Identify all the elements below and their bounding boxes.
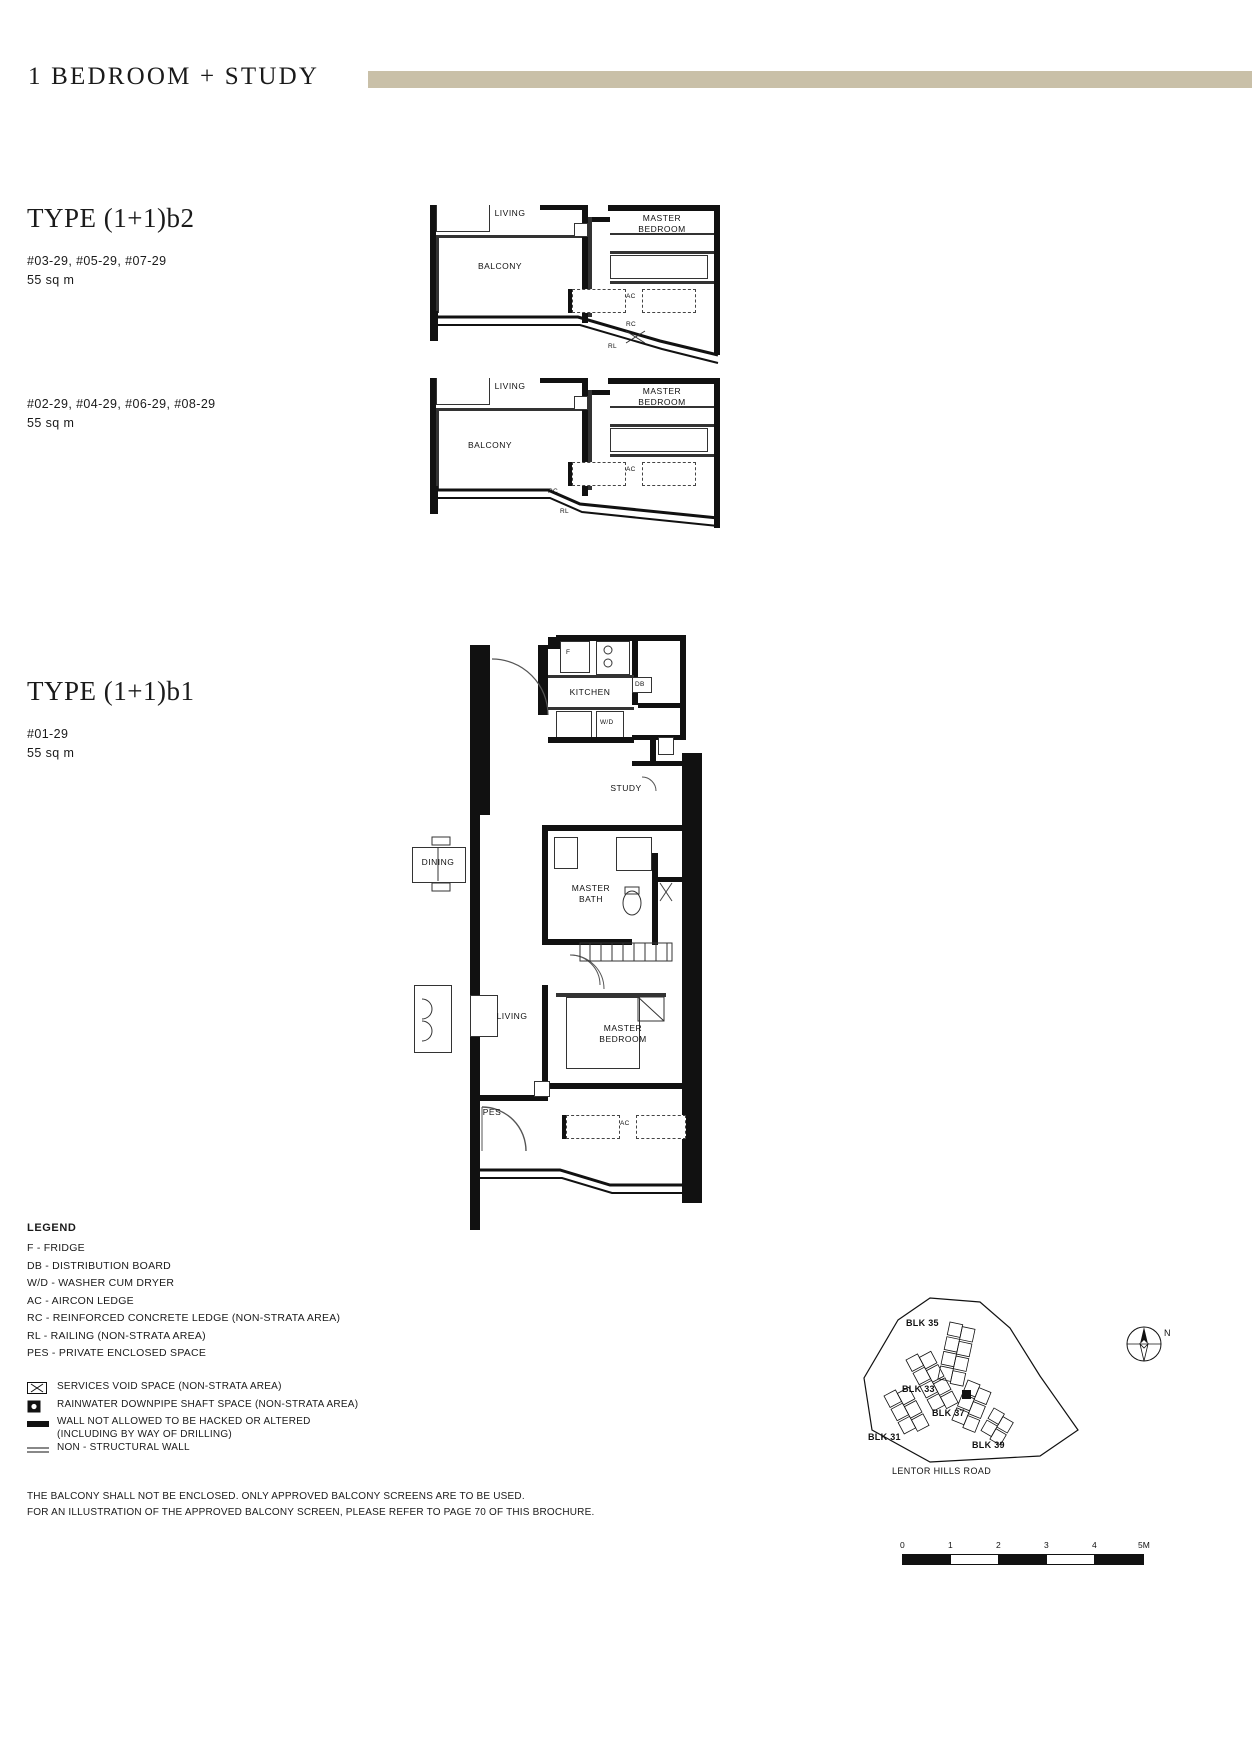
type-b1-units-list: #01-29	[27, 727, 69, 741]
scale-segment	[998, 1554, 1048, 1565]
room-label-study: STUDY	[610, 783, 642, 793]
room-label-master-bedroom-1: MASTER	[603, 1023, 643, 1033]
note-line: FOR AN ILLUSTRATION OF THE APPROVED BALCONY SCREEN, PLEASE REFER TO PAGE 70 OF THIS BROCHURE.	[27, 1506, 595, 1518]
legend-title: LEGEND	[27, 1222, 77, 1234]
ac-ledge-right	[636, 1115, 686, 1139]
room-label-kitchen: KITCHEN	[569, 687, 611, 697]
solid-wall-icon	[27, 1417, 49, 1435]
key-plan	[810, 1280, 1110, 1480]
room-label-master-bedroom-1: MASTER	[642, 386, 682, 396]
type-b1-units	[27, 725, 74, 764]
label-ac: AC	[620, 1120, 630, 1127]
scale-segment	[902, 1554, 952, 1565]
room-label-master-bedroom-2: BEDROOM	[599, 1034, 647, 1044]
room-label-pes: PES	[482, 1107, 502, 1117]
ac-ledge-left	[572, 462, 626, 486]
room-label-master-bedroom-2: BEDROOM	[638, 397, 686, 407]
scale-tick-label: 4	[1092, 1540, 1097, 1550]
room-label-master-bath-2: BATH	[578, 894, 604, 904]
bedroom-window	[610, 251, 714, 254]
scale-segment	[1046, 1554, 1096, 1565]
label-wd: W/D	[600, 719, 614, 726]
key-plan-block-label: BLK 35	[906, 1318, 939, 1328]
label-ac: AC	[626, 466, 636, 473]
key-plan-block-label: BLK 39	[972, 1440, 1005, 1450]
room-label-living: LIVING	[494, 208, 526, 218]
legend-symbol-row	[27, 1380, 587, 1398]
label-ac: AC	[626, 293, 636, 300]
legend-item: RL - RAILING (NON-STRATA AREA)	[27, 1329, 206, 1342]
bed-furniture	[610, 255, 708, 279]
type-b2-units-lower-list: #02-29, #04-29, #06-29, #08-29	[27, 397, 216, 411]
wardrobe	[610, 281, 714, 284]
ac-ledge-right	[642, 462, 696, 486]
legend-symbol-row	[27, 1415, 587, 1441]
svg-text:N: N	[1164, 1328, 1171, 1338]
services-void-icon	[574, 396, 588, 410]
key-plan-road-label: LENTOR HILLS ROAD	[892, 1466, 992, 1476]
scale-tick-label: 2	[996, 1540, 1001, 1550]
note-line: THE BALCONY SHALL NOT BE ENCLOSED. ONLY APPROVED BALCONY SCREENS ARE TO BE USED.	[27, 1491, 525, 1502]
legend-item: AC - AIRCON LEDGE	[27, 1294, 134, 1307]
key-plan-block-label: BLK 33	[902, 1384, 935, 1394]
type-b2-title: TYPE (1+1)b2	[27, 203, 195, 233]
label-rc: RC	[626, 321, 636, 328]
scale-bar	[900, 1540, 1180, 1570]
label-rc: RC	[548, 488, 558, 495]
legend-symbol-row	[27, 1398, 587, 1416]
services-void-icon	[574, 223, 588, 237]
scale-segment	[1094, 1554, 1144, 1565]
scale-tick-label: 1	[948, 1540, 953, 1550]
type-b2-area-lower: 55 sq m	[27, 416, 75, 431]
type-b1-title: TYPE (1+1)b1	[27, 676, 195, 706]
legend-item: F - FRIDGE	[27, 1242, 85, 1254]
room-label-living: LIVING	[494, 381, 526, 391]
legend-symbol-list	[27, 1380, 587, 1459]
floorplan-type-b1	[420, 625, 780, 1205]
ac-divider	[568, 289, 572, 313]
legend-item: W/D - WASHER CUM DRYER	[27, 1277, 175, 1289]
legend-symbol-sublabel: (INCLUDING BY WAY OF DRILLING)	[57, 1429, 232, 1440]
key-plan-block-label: BLK 31	[868, 1432, 901, 1442]
legend-symbol-label: NON - STRUCTURAL WALL	[57, 1442, 190, 1453]
type-b2-area-upper: 55 sq m	[27, 273, 75, 288]
room-label-balcony: BALCONY	[467, 440, 513, 450]
compass-rose-icon	[1120, 1318, 1172, 1370]
ac-ledge-right	[642, 289, 696, 313]
room-label-balcony: BALCONY	[477, 261, 523, 271]
floorplan-type-b2-lower	[430, 378, 770, 538]
room-label-master-bath-1: MASTER	[571, 883, 611, 893]
bed-furniture	[610, 428, 708, 452]
legend-item: PES - PRIVATE ENCLOSED SPACE	[27, 1347, 207, 1359]
room-label-master-bedroom-1: MASTER	[642, 213, 682, 223]
ac-ledge-left	[566, 1115, 620, 1139]
scale-tick-label: 0	[900, 1540, 905, 1550]
label-rl: RL	[560, 508, 569, 515]
non-structural-wall-icon	[27, 1443, 49, 1461]
legend-symbol-label: SERVICES VOID SPACE (NON-STRATA AREA)	[57, 1381, 282, 1392]
page-header	[28, 60, 1228, 100]
room-label-master-bedroom-2: BEDROOM	[638, 224, 686, 234]
type-b2-units-lower	[27, 395, 216, 434]
key-plan-site-outline	[810, 1280, 1110, 1480]
scale-tick-label: 3	[1044, 1540, 1049, 1550]
room-label-dining: DINING	[421, 857, 455, 867]
legend-notes	[27, 1489, 594, 1520]
label-rl: RL	[608, 343, 617, 350]
label-f: F	[566, 649, 571, 656]
wardrobe	[610, 454, 714, 457]
floorplan-type-b2-upper	[430, 205, 770, 375]
type-b1-area: 55 sq m	[27, 746, 75, 761]
ac-divider	[562, 1115, 566, 1139]
legend-item: RC - REINFORCED CONCRETE LEDGE (NON-STRATA AREA)	[27, 1312, 341, 1324]
balcony-slope-outline	[430, 378, 770, 538]
scale-segment	[950, 1554, 1000, 1565]
scale-tick-label: 5M	[1138, 1540, 1150, 1550]
legend-symbol-label: RAINWATER DOWNPIPE SHAFT SPACE (NON-STRATA AREA)	[57, 1398, 359, 1410]
header-accent-bar	[368, 71, 1252, 88]
page-title: 1 BEDROOM + STUDY	[28, 63, 320, 90]
ac-ledge-left	[572, 289, 626, 313]
room-label-living: LIVING	[496, 1011, 528, 1021]
legend-symbol-row	[27, 1441, 587, 1459]
legend-symbol-label: WALL NOT ALLOWED TO BE HACKED OR ALTERED	[57, 1416, 311, 1427]
legend-abbreviation-list	[27, 1240, 340, 1363]
label-db: DB	[635, 681, 645, 688]
legend-item: DB - DISTRIBUTION BOARD	[27, 1259, 172, 1272]
ac-divider	[568, 462, 572, 486]
type-b2-units-upper	[27, 252, 166, 291]
key-plan-block-label: BLK 37	[932, 1408, 965, 1418]
bedroom-window	[610, 424, 714, 427]
services-void-icon	[534, 1081, 550, 1097]
type-b2-units-upper-list: #03-29, #05-29, #07-29	[27, 254, 167, 268]
